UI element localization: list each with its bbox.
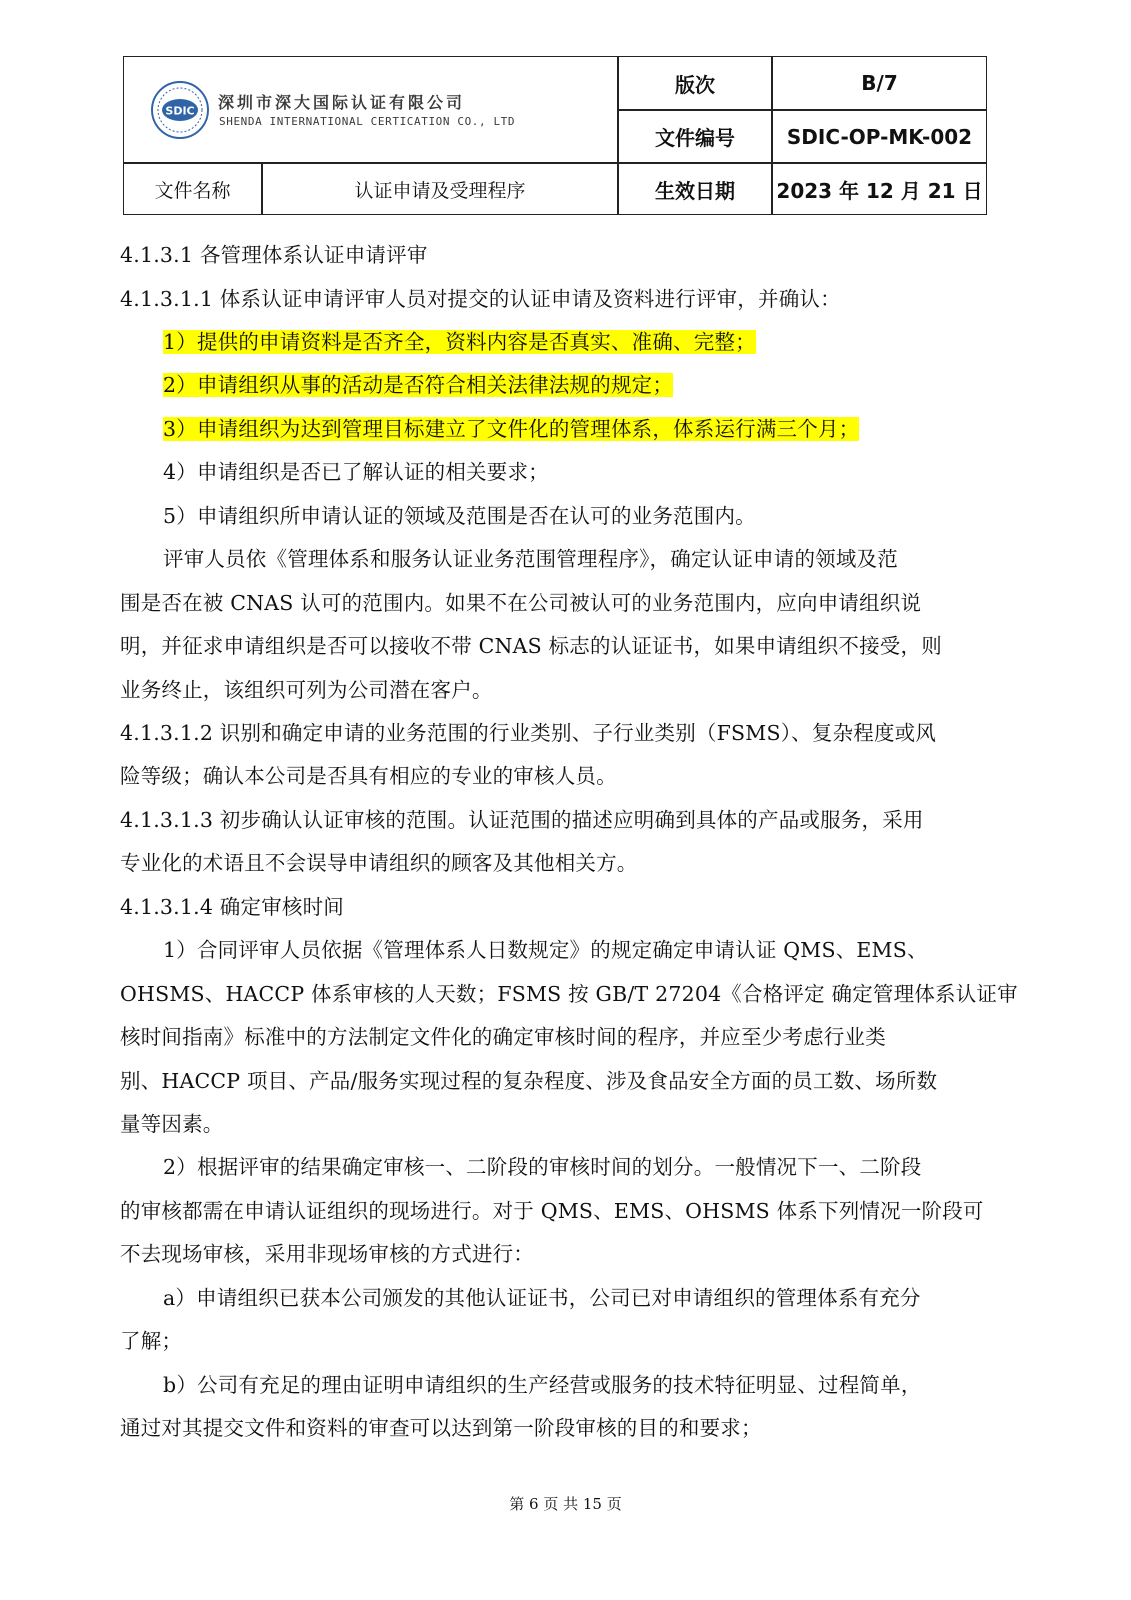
svg-text:SDIC: SDIC <box>165 104 195 118</box>
paragraph-line: 2）根据评审的结果确定审核一、二阶段的审核时间的划分。一般情况下一、二阶段 <box>163 1155 922 1179</box>
document-header-table <box>123 56 987 215</box>
doc-number-label: 文件编号 <box>655 126 735 150</box>
company-logo-icon <box>150 80 210 140</box>
paragraph-line: 4.1.3.1.3 初步确认认证审核的范围。认证范围的描述应明确到具体的产品或服务，采用 <box>120 808 924 832</box>
paragraph-line: 评审人员依《管理体系和服务认证业务范围管理程序》，确定认证申请的领域及范 <box>163 547 898 571</box>
paragraph-line: 明，并征求申请组织是否可以接收不带 CNAS 标志的认证证书，如果申请组织不接受，则 <box>120 634 942 658</box>
doc-name-label: 文件名称 <box>154 179 231 202</box>
paragraph-line: 业务终止，该组织可列为公司潜在客户。 <box>120 678 493 702</box>
paragraph-line: OHSMS、HACCP 体系审核的人天数；FSMS 按 GB/T 27204《合格评定 确定管理体系认证审 <box>120 982 1018 1006</box>
paragraph-line: 的审核都需在申请认证组织的现场进行。对于 QMS、EMS、OHSMS 体系下列情况一阶段可 <box>120 1199 984 1223</box>
list-item: 5）申请组织所申请认证的领域及范围是否在认可的业务范围内。 <box>163 504 756 528</box>
paragraph-line: 通过对其提交文件和资料的审查可以达到第一阶段审核的目的和要求； <box>120 1416 762 1440</box>
paragraph-line: b）公司有充足的理由证明申请组织的生产经营或服务的技术特征明显、过程简单， <box>163 1373 922 1397</box>
section-heading: 4.1.3.1 各管理体系认证申请评审 <box>120 243 428 267</box>
paragraph-line: 别、HACCP 项目、产品/服务实现过程的复杂程度、涉及食品安全方面的员工数、场所数 <box>120 1069 938 1093</box>
paragraph-line: 围是否在被 CNAS 认可的范围内。如果不在公司被认可的业务范围内，应向申请组织说 <box>120 591 922 615</box>
paragraph-line: 量等因素。 <box>120 1112 224 1136</box>
effective-date-value: 2023 年 12 月 21 日 <box>776 178 983 203</box>
list-item: 4）申请组织是否已了解认证的相关要求； <box>163 460 549 484</box>
highlighted-list-item: 3）申请组织为达到管理目标建立了文件化的管理体系，体系运行满三个月； <box>163 417 860 441</box>
section-heading: 4.1.3.1.4 确定审核时间 <box>120 895 344 919</box>
company-name-cn: 深圳市深大国际认证有限公司 <box>218 93 466 112</box>
paragraph-line: 险等级；确认本公司是否具有相应的专业的审核人员。 <box>120 764 617 788</box>
paragraph-line: 4.1.3.1.2 识别和确定申请的业务范围的行业类别、子行业类别（FSMS）、复杂程度或风 <box>120 721 937 745</box>
doc-number-value: SDIC-OP-MK-002 <box>786 124 973 149</box>
highlighted-list-item: 2）申请组织从事的活动是否符合相关法律法规的规定； <box>163 373 674 397</box>
paragraph-line: 1）合同评审人员依据《管理体系人日数规定》的规定确定申请认证 QMS、EMS、 <box>163 938 928 962</box>
page-number: 第 6 页 共 15 页 <box>509 1495 622 1513</box>
version-label: 版次 <box>675 72 715 97</box>
paragraph-line: 不去现场审核，采用非现场审核的方式进行： <box>120 1242 534 1266</box>
company-name-en: SHENDA INTERNATIONAL CERTICATION CO., LTD <box>219 115 516 128</box>
paragraph-line: 了解； <box>120 1329 183 1353</box>
paragraph-line: 核时间指南》标准中的方法制定文件化的确定审核时间的程序，并应至少考虑行业类 <box>120 1025 886 1049</box>
paragraph-line: a）申请组织已获本公司颁发的其他认证证书，公司已对申请组织的管理体系有充分 <box>163 1286 921 1310</box>
effective-date-label: 生效日期 <box>655 178 735 203</box>
version-value: B/7 <box>861 71 898 95</box>
doc-name-value: 认证申请及受理程序 <box>354 179 526 202</box>
paragraph-line: 4.1.3.1.1 体系认证申请评审人员对提交的认证申请及资料进行评审，并确认： <box>120 287 841 311</box>
highlighted-list-item: 1）提供的申请资料是否齐全，资料内容是否真实、准确、完整； <box>163 330 756 354</box>
paragraph-line: 专业化的术语且不会误导申请组织的顾客及其他相关方。 <box>120 851 638 875</box>
